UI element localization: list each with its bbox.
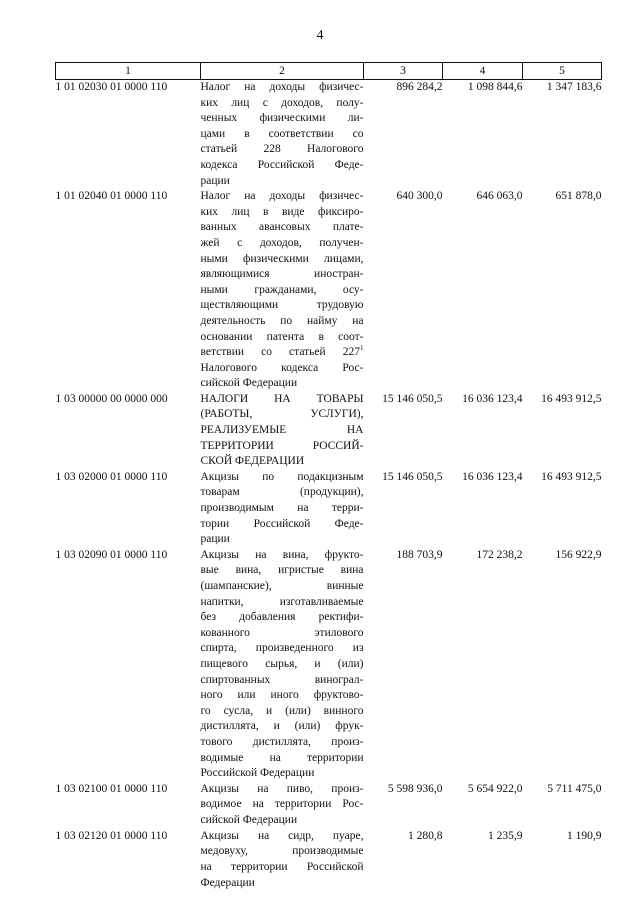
description-line: на территории Российской [200, 860, 364, 873]
budget-classification-code: 1 03 00000 00 0000 000 [55, 392, 168, 405]
description-line: производимым на терри- [200, 502, 364, 515]
description-line: ными гражданами, осу- [200, 283, 364, 296]
value-year-2: 172 238,2 [476, 548, 523, 561]
revenue-description [201, 80, 364, 190]
value-year-1: 15 146 050,5 [382, 470, 443, 483]
value-year-2: 1 235,9 [488, 829, 523, 842]
value-year-1: 1 280,8 [408, 829, 443, 842]
description-line: Налог на доходы физичес- [200, 81, 364, 93]
value-year-2: 1 098 844,6 [467, 81, 523, 93]
description-line: ветствии со статьей $227^1$ [200, 344, 364, 359]
revenue-description [201, 782, 364, 829]
description-line: рации [200, 174, 230, 187]
value-year-2: 16 036 123,4 [462, 470, 523, 483]
table-row [56, 782, 602, 829]
description-line: ких лиц с доходов, полу- [200, 96, 364, 109]
table-row [56, 392, 602, 470]
description-line: товарам (продукции), [200, 486, 364, 499]
column-header-3: 3 [364, 63, 443, 80]
description-line: сийской Федерации [200, 813, 298, 826]
table-row [56, 829, 602, 891]
description-line: СКОЙ ФЕДЕРАЦИИ [200, 455, 305, 468]
description-line: РЕАЛИЗУЕМЫЕ НА [200, 424, 364, 437]
description-line: без добавления ректифи- [200, 611, 364, 624]
revenue-description [201, 548, 364, 782]
description-line: кованного этилового [200, 626, 364, 639]
revenue-description [201, 470, 364, 548]
revenue-description [201, 392, 364, 470]
description-line: Российской Федерации [200, 767, 315, 780]
value-year-3: 156 922,9 [555, 548, 602, 561]
description-line: тории Российской Феде- [200, 517, 364, 530]
description-line: пищевого сырья, и (или) [200, 658, 364, 671]
description-line: цами в соответствии со [200, 127, 364, 140]
value-year-2: 5 654 922,0 [467, 782, 523, 795]
description-line: НАЛОГИ НА ТОВАРЫ [200, 392, 364, 405]
description-line: жей с доходов, получен- [200, 236, 364, 249]
description-line: ченных физическими ли- [200, 112, 364, 125]
budget-classification-code: 1 03 02100 01 0000 110 [55, 782, 168, 795]
description-line: кодекса Российской Феде- [200, 158, 364, 171]
budget-classification-code: 1 03 02000 01 0000 110 [55, 470, 168, 483]
description-line: сийской Федерации [200, 377, 298, 390]
table-row [56, 548, 602, 782]
description-line: Акцизы на сидр, пуаре, [200, 829, 364, 842]
description-line: Акцизы на вина, фрукто- [200, 548, 364, 561]
description-line: вые вина, игристые вина [200, 564, 364, 577]
table-row [56, 80, 602, 190]
description-line: ществляющими трудовую [200, 299, 364, 312]
value-year-1: 5 598 936,0 [387, 782, 443, 795]
description-line: рации [200, 533, 230, 546]
budget-classification-code: 1 03 02120 01 0000 110 [55, 829, 168, 842]
column-header-5: 5 [523, 63, 602, 80]
budget-revenue-table [55, 62, 602, 891]
value-year-2: 646 063,0 [476, 190, 523, 203]
description-line: ванных авансовых плате- [200, 221, 364, 234]
description-line: Акцизы на пиво, произ- [200, 782, 364, 795]
description-line: Налогового кодекса Рос- [200, 361, 364, 374]
description-line: являющимися иностран- [200, 268, 364, 281]
description-line: го сусла, и (или) винного [200, 704, 364, 717]
description-line: напитки, изготавливаемые [200, 595, 364, 608]
footnote-superscript: 1 [360, 344, 364, 353]
description-line: деятельность по найму на [200, 314, 364, 327]
value-year-3: 1 347 183,6 [546, 81, 602, 93]
column-header-2: 2 [201, 63, 364, 80]
column-header-4: 4 [443, 63, 523, 80]
description-line: спиртованных винограл- [200, 673, 364, 686]
budget-classification-code: 1 01 02030 01 0000 110 [55, 81, 168, 93]
description-line: ТЕРРИТОРИИ РОССИЙ- [200, 439, 364, 452]
table-row [56, 470, 602, 548]
value-year-3: 16 493 912,5 [541, 470, 602, 483]
description-line: Федерации [200, 876, 255, 889]
budget-classification-code: 1 03 02090 01 0000 110 [55, 548, 168, 561]
value-year-1: 896 284,2 [396, 81, 443, 93]
description-line: медовуху, производимые [200, 845, 364, 858]
description-line: дистиллята, и (или) фрук- [200, 720, 364, 733]
value-year-3: 5 711 475,0 [547, 782, 602, 795]
description-line: ными физическими лицами, [200, 252, 364, 265]
budget-classification-code: 1 01 02040 01 0000 110 [55, 190, 168, 203]
description-line: ного или иного фруктово- [200, 689, 364, 702]
description-line: Акцизы по подакцизным [200, 470, 364, 483]
revenue-description [201, 829, 364, 891]
description-line: водимое на территории Рос- [200, 798, 364, 811]
description-line: спирта, произведенного из [200, 642, 364, 655]
table-row [56, 189, 602, 392]
description-line: водимые на территории [200, 751, 364, 764]
column-header-1: 1 [56, 63, 201, 80]
description-line: тового дистиллята, произ- [200, 736, 364, 748]
description-line: (шампанские), винные [200, 580, 364, 593]
value-year-3: 651 878,0 [555, 190, 602, 203]
description-line: Налог на доходы физичес- [200, 190, 364, 203]
value-year-3: 1 190,9 [567, 829, 602, 842]
description-line: ких лиц в виде фиксиро- [200, 205, 364, 218]
value-year-3: 16 493 912,5 [541, 392, 602, 405]
description-line: статьей 228 Налогового [200, 143, 364, 156]
page-number: 4 [316, 28, 324, 43]
value-year-1: 188 703,9 [396, 548, 443, 561]
value-year-1: 640 300,0 [396, 190, 443, 203]
revenue-description [201, 189, 364, 392]
table-header-row [56, 63, 602, 80]
description-line: основании патента в соот- [200, 330, 364, 343]
value-year-2: 16 036 123,4 [462, 392, 523, 405]
value-year-1: 15 146 050,5 [382, 392, 443, 405]
description-line: (РАБОТЫ, УСЛУГИ), [200, 408, 364, 421]
